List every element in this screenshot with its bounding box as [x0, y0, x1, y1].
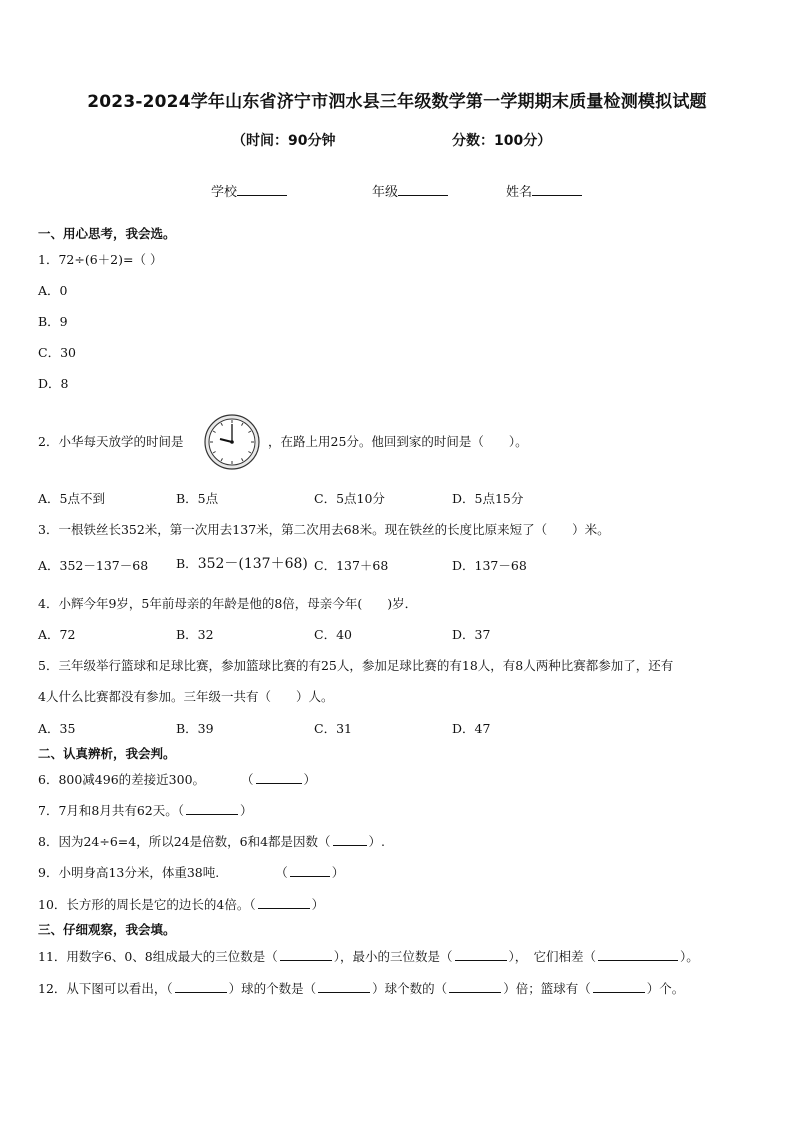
- section-1-heading: 一、用心思考，我会选。: [38, 226, 176, 241]
- grade-blank[interactable]: [398, 183, 448, 196]
- q3-option-b-formula: 352－(137＋68): [197, 556, 308, 572]
- q2-option-a[interactable]: A．5点不到: [38, 491, 105, 506]
- q8-answer-blank[interactable]: [333, 834, 367, 846]
- q4-option-a[interactable]: A．72: [38, 627, 76, 642]
- q9-answer-blank[interactable]: [290, 865, 330, 877]
- q7-answer-blank[interactable]: [186, 803, 238, 815]
- q11-blank-difference[interactable]: [598, 949, 678, 961]
- q5-option-c[interactable]: C．31: [314, 721, 352, 736]
- q6-paren-open: （: [241, 772, 254, 787]
- q2-option-b[interactable]: B．5点: [176, 491, 219, 506]
- q10-stem: 10．长方形的周长是它的边长的4倍。: [38, 897, 250, 912]
- q9-paren-close: ）: [331, 865, 345, 880]
- q9-paren-open: （: [275, 865, 288, 880]
- q8-line: [38, 832, 385, 850]
- q9-stem: 9．小明身高13分米，体重38吨.: [38, 865, 220, 880]
- q9-line: [38, 863, 344, 881]
- q2-option-d[interactable]: D．5点15分: [452, 491, 524, 506]
- q11-text-2: ），最小的三位数是（: [333, 949, 453, 964]
- q3-option-d[interactable]: D．137－68: [452, 558, 527, 573]
- q11-text-1: 11．用数字6、0、8组成最大的三位数是（: [38, 949, 278, 964]
- q2-option-c[interactable]: C．5点10分: [314, 491, 385, 506]
- q8-paren-open: （: [318, 834, 331, 849]
- q1-option-d[interactable]: D．8: [38, 376, 69, 391]
- q6-answer-blank[interactable]: [256, 772, 302, 784]
- q3-option-b[interactable]: [176, 553, 308, 573]
- q5-option-a[interactable]: A．35: [38, 721, 76, 736]
- q1-option-c[interactable]: C．30: [38, 345, 76, 360]
- q12-text-4: ）倍；篮球有（: [503, 981, 591, 996]
- q12-text-2: ）球的个数是（: [228, 981, 317, 996]
- page-title: 2023-2024学年山东省济宁市泗水县三年级数学第一学期期末质量检测模拟试题: [87, 92, 707, 112]
- q5-stem-line2: 4人什么比赛都没有参加。三年级一共有（ ）人。: [38, 689, 334, 704]
- name-field[interactable]: [506, 181, 582, 200]
- q3-option-c[interactable]: C．137＋68: [314, 558, 389, 573]
- q3-option-b-label: B．: [176, 556, 198, 571]
- q5-option-d[interactable]: D．47: [452, 721, 491, 736]
- q7-line: [38, 801, 253, 819]
- q11-blank-largest[interactable]: [280, 949, 332, 961]
- q2-stem-start: 2．小华每天放学的时间是: [38, 434, 184, 449]
- q7-paren-open: （: [177, 803, 185, 818]
- q11-line: [38, 947, 699, 965]
- q6-paren-close: ）: [303, 772, 317, 787]
- q2-stem-end: ，在路上用25分。他回到家的时间是（ ）。: [268, 434, 528, 449]
- q12-text-1: 12．从下图可以看出，（: [38, 981, 173, 996]
- q10-paren-close: ）: [311, 897, 325, 912]
- school-blank[interactable]: [237, 183, 287, 196]
- q7-stem: 7．7月和8月共有62天。: [38, 803, 178, 818]
- section-2-heading: 二、认真辨析，我会判。: [38, 746, 176, 761]
- q3-option-a[interactable]: A．352－137－68: [38, 558, 149, 573]
- name-blank[interactable]: [532, 183, 582, 196]
- q6-line: [38, 770, 316, 788]
- q4-option-d[interactable]: D．37: [452, 627, 491, 642]
- q10-paren-open: （: [249, 897, 256, 912]
- q7-paren-close: ）: [240, 803, 253, 818]
- grade-label: 年级: [372, 185, 399, 200]
- q12-blank-times[interactable]: [449, 981, 501, 993]
- q1-option-a[interactable]: A．0: [38, 283, 68, 298]
- q12-blank-ball-a[interactable]: [175, 981, 227, 993]
- q4-stem: 4．小辉今年9岁，5年前母亲的年龄是他的8倍，母亲今年( )岁．: [38, 596, 418, 611]
- q4-option-b[interactable]: B．32: [176, 627, 214, 642]
- q11-blank-smallest[interactable]: [455, 949, 507, 961]
- q10-line: [38, 895, 324, 913]
- q3-stem: 3．一根铁丝长352米，第一次用去137米，第二次用去68米。现在铁丝的长度比原来短了（ ）米。: [38, 522, 610, 537]
- q12-text-5: ）个。: [646, 981, 685, 996]
- q12-text-3: ）球个数的（: [372, 981, 448, 996]
- q5-option-b[interactable]: B．39: [176, 721, 214, 736]
- q10-answer-blank[interactable]: [258, 897, 310, 909]
- grade-field[interactable]: [372, 181, 448, 200]
- total-score: 分数：100分）: [452, 133, 552, 149]
- q12-line: [38, 979, 684, 997]
- school-label: 学校: [211, 185, 238, 200]
- q6-stem: 6．800减496的差接近300。: [38, 772, 206, 787]
- q11-text-3: ）， 它们相差（: [508, 949, 597, 964]
- name-label: 姓名: [506, 185, 533, 200]
- q12-blank-basketball[interactable]: [593, 981, 645, 993]
- q1-option-b[interactable]: B．9: [38, 314, 68, 329]
- time-limit: （时间：90分钟: [232, 133, 336, 149]
- section-3-heading: 三、仔细观察，我会填。: [38, 922, 176, 937]
- q1-stem: 1．72÷(6＋2)=（ ）: [38, 252, 163, 267]
- q12-blank-ball-b[interactable]: [318, 981, 370, 993]
- q4-option-c[interactable]: C．40: [314, 627, 352, 642]
- q8-paren-close: ）.: [368, 834, 386, 849]
- clock-icon: [204, 414, 260, 470]
- q8-stem: 8．因为24÷6=4，所以24是倍数，6和4都是因数: [38, 834, 319, 849]
- q5-stem-line1: 5．三年级举行篮球和足球比赛，参加篮球比赛的有25人，参加足球比赛的有18人，有8人两种比赛都参加了，还有: [38, 658, 674, 673]
- school-field[interactable]: [211, 181, 287, 200]
- q11-text-4: ）。: [680, 949, 699, 964]
